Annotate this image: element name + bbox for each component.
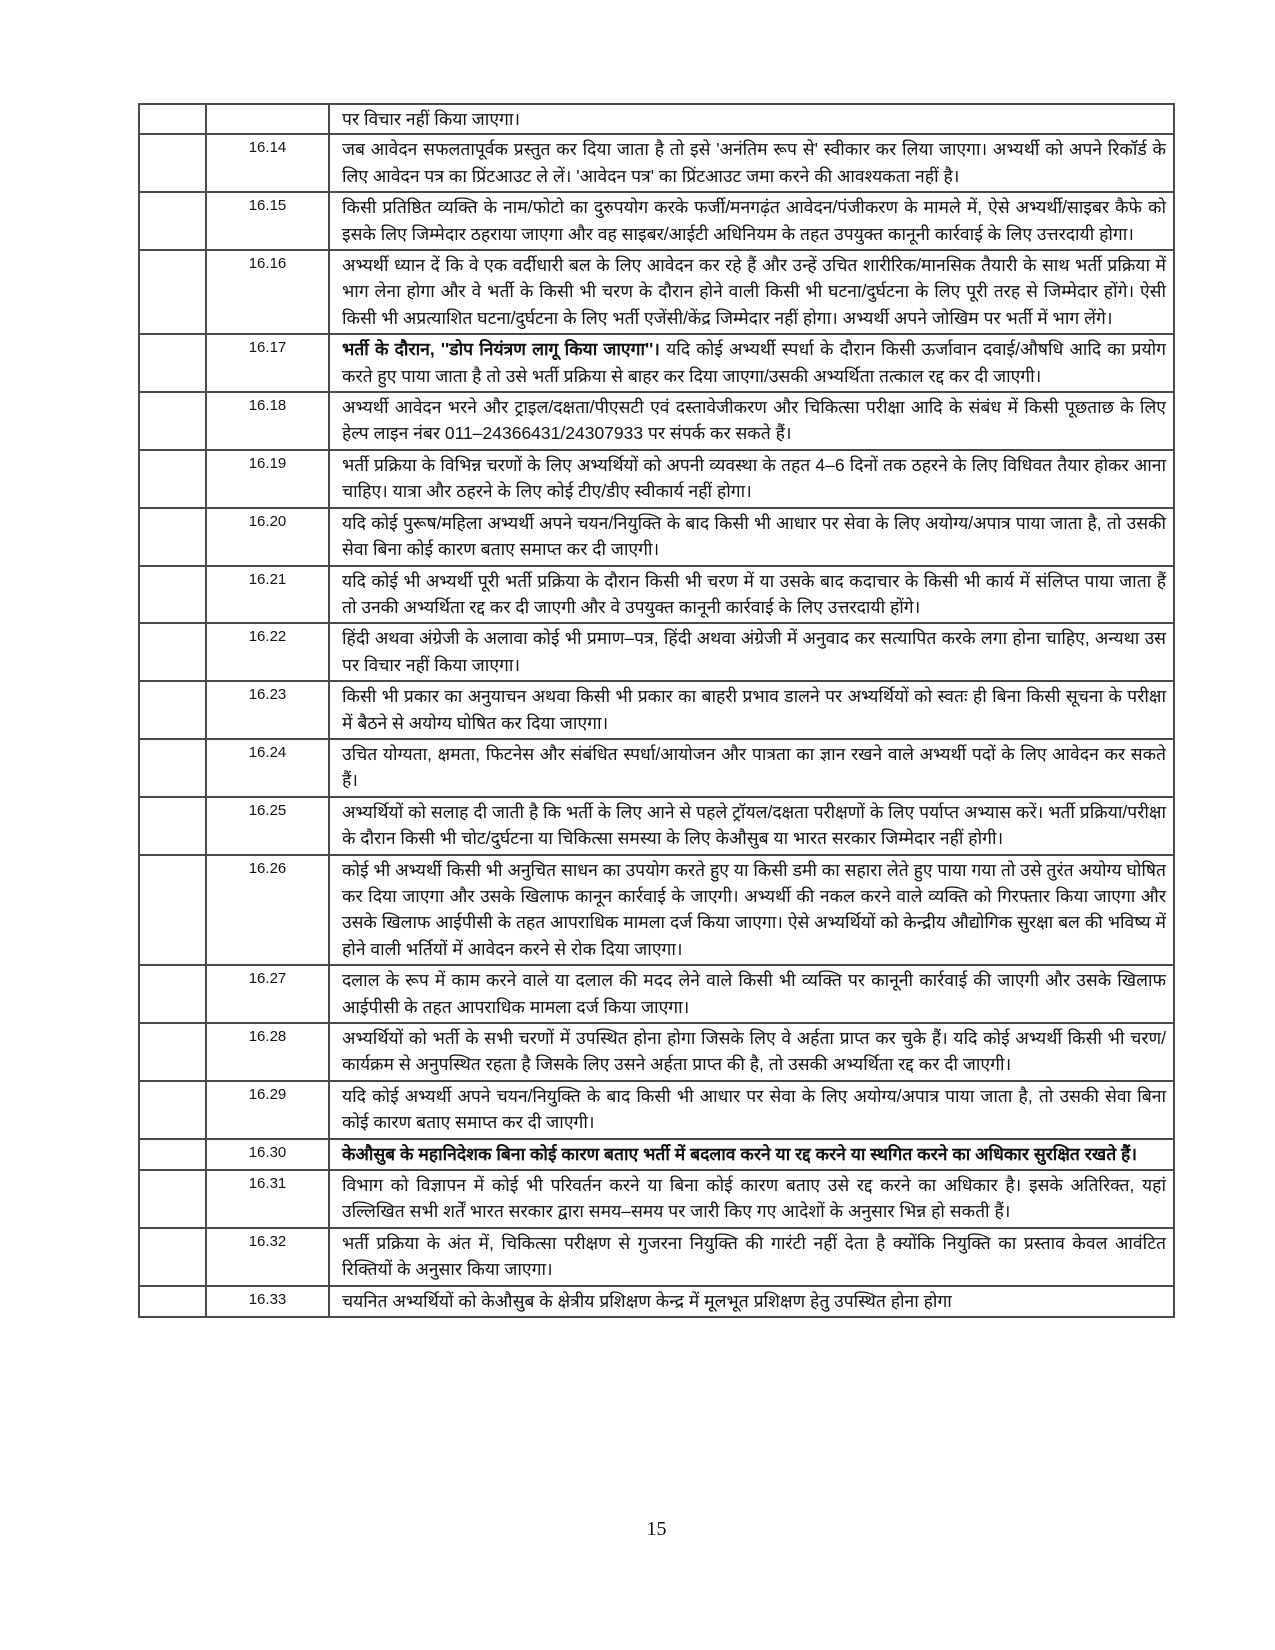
row-text: [329, 681, 1174, 739]
rule-text: चयनित अभ्यर्थियों को केऔसुब के क्षेत्रीय प्रशिक्षण केन्द्र में मूलभूत प्रशिक्षण हेतु उपस्थित होना होगा: [342, 1290, 952, 1311]
row-text: [329, 192, 1174, 250]
row-blank-cell: [139, 1023, 206, 1081]
rule-text: भर्ती प्रक्रिया के विभिन्न चरणों के लिए अभ्यर्थियों को अपनी व्यवस्था के तहत 4–6 दिनों तक ठहरने के लिए विधिवत तैयार होकर आना चाहिए। यात्रा और ठहरने के लिए कोई टीए/डीए स्वीकार्य नहीं होगा।: [342, 454, 1166, 502]
rule-text: यदि कोई भी अभ्यर्थी पूरी भर्ती प्रक्रिया के दौरान किसी भी चरण में या उसके बाद कदाचार के किसी भी कार्य में संलिप्त पाया जाता हैं तो उनकी अभ्यर्थिता रद्द कर दी जाएगी और वे उपयुक्त कानूनी कार्रवाई के लिए उत्तरदायी होंगे।: [342, 570, 1166, 617]
row-number: 16.18: [206, 392, 329, 450]
row-blank-cell: [139, 739, 206, 797]
row-blank-cell: [139, 681, 206, 739]
rule-text: अभ्यर्थी आवेदन भरने और ट्राइल/दक्षता/पीएसटी एवं दस्तावेजीकरण और चिकित्सा परीक्षा आदि के संबंध में किसी पूछताछ के लिए हेल्प लाइन नंबर 011–24366431/24307933 पर संपर्क कर सकते हैं।: [342, 397, 1166, 444]
row-number: 16.28: [206, 1023, 329, 1081]
row-number: 16.25: [206, 797, 329, 855]
row-number: 16.22: [206, 623, 329, 681]
row-text: [329, 965, 1174, 1023]
row-number: 16.31: [206, 1170, 329, 1228]
rule-text: उचित योग्यता, क्षमता, फिटनेस और संबंधित स्पर्धा/आयोजन और पात्रता का ज्ञान रखने वाले अभ्यर्थी पदों के लिए आवेदन कर सकते हैं।: [342, 743, 1166, 791]
rule-text: दलाल के रूप में काम करने वाले या दलाल की मदद लेने वाले किसी भी व्यक्ति पर कानूनी कार्रवाई की जाएगी और उसके खिलाफ आईपीसी के तहत आपराधिक मामला दर्ज किया जाएगा।: [342, 970, 1166, 1017]
row-text: [329, 334, 1174, 392]
table-row: [139, 392, 1174, 450]
rule-text: किसी भी प्रकार का अनुयाचन अथवा किसी भी प्रकार का बाहरी प्रभाव डालने पर अभ्यर्थियों को स्वतः ही बिना किसी सूचना के परीक्षा में बैठने से अयोग्य घोषित कर दिया जाएगा।: [342, 686, 1166, 733]
row-blank-cell: [139, 334, 206, 392]
row-text: [329, 797, 1174, 855]
rule-text: जब आवेदन सफलतापूर्वक प्रस्तुत कर दिया जाता है तो इसे 'अनंतिम रूप से' स्वीकार कर लिया जाएगा। अभ्यर्थी को अपने रिकॉर्ड के लिए आवेदन पत्र का प्रिंटआउट ले लें। 'आवेदन पत्र' का प्रिंटआउट जमा करने की आवश्यकता नहीं है।: [342, 139, 1166, 186]
row-text: [329, 739, 1174, 797]
row-number: 16.32: [206, 1228, 329, 1286]
table-row: [139, 250, 1174, 334]
table-row: [139, 450, 1174, 508]
table-row: [139, 1286, 1174, 1317]
row-text: [329, 1023, 1174, 1081]
row-text: [329, 134, 1174, 192]
row-number: 16.27: [206, 965, 329, 1023]
row-blank-cell: [139, 855, 206, 966]
row-blank-cell: [139, 392, 206, 450]
row-number: 16.14: [206, 134, 329, 192]
row-blank-cell: [139, 1081, 206, 1139]
row-blank-cell: [139, 797, 206, 855]
table-row: [139, 681, 1174, 739]
table-row: [139, 1081, 1174, 1139]
row-blank-cell: [139, 566, 206, 624]
rule-text: अभ्यर्थियों को सलाह दी जाती है कि भर्ती के लिए आने से पहले ट्रॉयल/दक्षता परीक्षणों के लिए पर्याप्त अभ्यास करें। भर्ती प्रक्रिया/परीक्षा के दौरान किसी भी चोट/दुर्घटना या चिकित्सा समस्या के लिए केऔसुब या भारत सरकार जिम्मेदार नहीं होगी।: [342, 801, 1166, 849]
rule-text: भर्ती प्रक्रिया के अंत में, चिकित्सा परीक्षण से गुजरना नियुक्ति की गारंटी नहीं देता है क्योंकि नियुक्ति का प्रस्ताव केवल आवंटित रिक्तियों के अनुसार किया जाएगा।: [342, 1232, 1166, 1280]
table-row: [139, 623, 1174, 681]
rule-text: यदि कोई अभ्यर्थी स्पर्धा के दौरान किसी ऊर्जावान दवाई/औषधि आदि का प्रयोग करते हुए पाया जाता है तो उसे भर्ती प्रक्रिया से बाहर कर दिया जाएगा/उसकी अभ्यर्थिता तत्काल रद्द कर दी जाएगी।: [342, 339, 1167, 386]
row-text: [329, 1170, 1174, 1228]
row-blank-cell: [139, 104, 206, 134]
table-row: [139, 739, 1174, 797]
row-blank-cell: [139, 965, 206, 1023]
row-text: [329, 104, 1174, 134]
table-row: [139, 797, 1174, 855]
row-number: 16.20: [206, 508, 329, 566]
rule-text: केऔसुब के महानिदेशक बिना कोई कारण बताए भर्ती में बदलाव करने या रद्द करने या स्थगित करने का अधिकार सुरक्षित रखते हैं।: [342, 1143, 1137, 1164]
table-row: [139, 1139, 1174, 1170]
row-blank-cell: [139, 134, 206, 192]
table-row: [139, 192, 1174, 250]
row-blank-cell: [139, 450, 206, 508]
row-number: 16.15: [206, 192, 329, 250]
rule-text: अभ्यर्थी ध्यान दें कि वे एक वर्दीधारी बल के लिए आवेदन कर रहे हैं और उन्हें उचित शारीरिक/मानसिक तैयारी के साथ भर्ती प्रक्रिया में भाग लेना होगा और वे भर्ती के किसी भी चरण के दौरान होने वाली किसी भी घटना/दुर्घटना के लिए पूरी तरह से जिम्मेदार होंगे। ऐसी किसी भी अप्रत्याशित घटना/दुर्घटना के लिए भर्ती एजेंसी/केंद्र जिम्मेदार नहीं होगा। अभ्यर्थी अपने जोखिम पर भर्ती में भाग लेंगे।: [342, 255, 1166, 328]
table-row: [139, 134, 1174, 192]
row-text: [329, 250, 1174, 334]
row-number: 16.21: [206, 566, 329, 624]
row-blank-cell: [139, 1170, 206, 1228]
row-blank-cell: [139, 192, 206, 250]
row-text: [329, 1286, 1174, 1317]
page-number: 15: [646, 1518, 667, 1540]
rule-text: यदि कोई पुरूष/महिला अभ्यर्थी अपने चयन/नियुक्ति के बाद किसी भी आधार पर सेवा के लिए अयोग्य/अपात्र पाया जाता है, तो उसकी सेवा बिना कोई कारण बताए समाप्त कर दी जाएगी।: [342, 512, 1166, 560]
row-blank-cell: [139, 1228, 206, 1286]
rule-text: विभाग को विज्ञापन में कोई भी परिवर्तन करने या बिना कोई कारण बताए उसे रद्द करने का अधिकार है। इसके अतिरिक्त, यहां उल्लिखित सभी शर्तें भारत सरकार द्वारा समय–समय पर जारी किए गए आदेशों के अनुसार भिन्न हो सकती हैं।: [342, 1175, 1166, 1222]
table-row: [139, 508, 1174, 566]
row-number: 16.16: [206, 250, 329, 334]
row-number: 16.30: [206, 1139, 329, 1170]
row-number: 16.24: [206, 739, 329, 797]
row-blank-cell: [139, 1139, 206, 1170]
table-row: [139, 104, 1174, 134]
row-text: [329, 623, 1174, 681]
row-text: [329, 1081, 1174, 1139]
row-number: 16.17: [206, 334, 329, 392]
rule-text: यदि कोई अभ्यर्थी अपने चयन/नियुक्ति के बाद किसी भी आधार पर सेवा के लिए अयोग्य/अपात्र पाया जाता है, तो उसकी सेवा बिना कोई कारण बताए समाप्त कर दी जाएगी।: [342, 1085, 1166, 1133]
row-number: 16.33: [206, 1286, 329, 1317]
row-blank-cell: [139, 623, 206, 681]
table-row: [139, 1023, 1174, 1081]
row-blank-cell: [139, 1286, 206, 1317]
row-text: [329, 1228, 1174, 1286]
rule-text-bold: भर्ती के दौरान, ''डोप नियंत्रण लागू किया जाएगा''।: [342, 339, 660, 360]
table-row: [139, 1228, 1174, 1286]
row-text: [329, 508, 1174, 566]
table-row: [139, 965, 1174, 1023]
row-text: [329, 566, 1174, 624]
table-row: [139, 566, 1174, 624]
row-number: 16.19: [206, 450, 329, 508]
rules-table: [138, 103, 1175, 1318]
row-number: 16.29: [206, 1081, 329, 1139]
table-row: [139, 334, 1174, 392]
row-text: [329, 392, 1174, 450]
row-text: [329, 855, 1174, 966]
rule-text: पर विचार नहीं किया जाएगा।: [342, 109, 521, 129]
row-text: [329, 450, 1174, 508]
rule-text: अभ्यर्थियों को भर्ती के सभी चरणों में उपस्थित होना होगा जिसके लिए वे अर्हता प्राप्त कर चुके हैं। यदि कोई अभ्यर्थी किसी भी चरण/कार्यक्रम से अनुपस्थित रहता है जिसके लिए उसने अर्हता प्राप्त की है, तो उसकी अभ्यर्थिता रद्द कर दी जाएगी।: [342, 1028, 1166, 1075]
row-number: 16.26: [206, 855, 329, 966]
row-blank-cell: [139, 508, 206, 566]
table-row: [139, 855, 1174, 966]
rule-text: हिंदी अथवा अंग्रेजी के अलावा कोई भी प्रमाण–पत्र, हिंदी अथवा अंग्रेजी में अनुवाद कर सत्यापित करके लगा होना चाहिए, अन्यथा उस पर विचार नहीं किया जाएगा।: [342, 628, 1166, 675]
rule-text: किसी प्रतिष्ठित व्यक्ति के नाम/फोटो का दुरुपयोग करके फर्जी/मनगढ़ंत आवेदन/पंजीकरण के मामले में, ऐसे अभ्यर्थी/साइबर कैफे को इसके लिए जिम्मेदार ठहराया जाएगा और वह साइबर/आईटी अधिनियम के तहत उपयुक्त कानूनी कार्रवाई के लिए उत्तरदायी होगा।: [342, 197, 1166, 244]
row-text: [329, 1139, 1174, 1170]
row-blank-cell: [139, 250, 206, 334]
row-number: 16.23: [206, 681, 329, 739]
row-number: [206, 104, 329, 134]
rule-text: कोई भी अभ्यर्थी किसी भी अनुचित साधन का उपयोग करते हुए या किसी डमी का सहारा लेते हुए पाया गया तो उसे तुरंत अयोग्य घोषित कर दिया जाएगा और उसके खिलाफ कानून कार्रवाई के जाएगी। अभ्यर्थी की नकल करने वाले व्यक्ति को गिरफ्तार किया जाएगा और उसके खिलाफ आईपीसी के तहत आपराधिक मामला दर्ज किया जाएगा। ऐसे अभ्यर्थियों को केन्द्रीय औद्योगिक सुरक्षा बल की भविष्य में होने वाली भर्तियों में आवेदन करने से रोक दिया जाएगा।: [342, 859, 1166, 959]
table-row: [139, 1170, 1174, 1228]
